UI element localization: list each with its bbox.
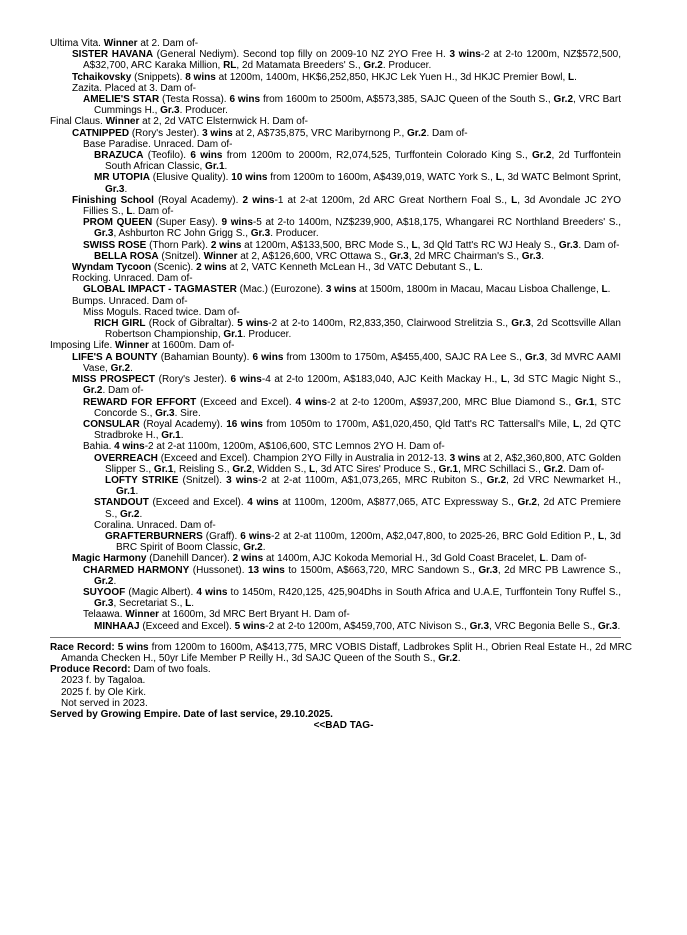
text: , Reisling S., xyxy=(173,463,233,475)
text: . xyxy=(135,486,139,498)
text: . xyxy=(113,575,117,587)
text: (Rock of Gibraltar). xyxy=(145,318,238,330)
bold-text: Gr.2 xyxy=(486,474,507,486)
bold-text: Race Record: xyxy=(50,641,118,653)
text: , 2d VRC Newmarket H., xyxy=(506,474,621,486)
text: , 3d MVRC AAMI Vase, xyxy=(83,351,622,374)
bold-text: Gr.2 xyxy=(243,542,263,554)
bold-text: 5 wins xyxy=(117,641,149,653)
text: (Scenic). xyxy=(151,262,197,274)
race-record xyxy=(50,642,632,664)
pedigree-entry xyxy=(105,475,621,497)
bold-text: Gr.2 xyxy=(110,362,131,374)
text: , 3d STC Magic Night S., xyxy=(506,374,622,386)
text: (Royal Academy). xyxy=(139,418,227,430)
bold-text: 4 wins xyxy=(196,586,228,598)
text: , 2d Matamata Breeders' S., xyxy=(236,60,364,72)
text: (Rory's Jester). xyxy=(129,127,203,139)
bold-text: 8 wins xyxy=(185,71,216,83)
bold-text: 2 wins xyxy=(242,194,275,206)
text: Telaawa. xyxy=(83,609,126,621)
text: , 3d Qld Tatt's RC WJ Healy S., xyxy=(417,239,559,251)
bold-text: Gr.3 xyxy=(160,105,180,117)
pedigree-entry xyxy=(83,284,621,295)
pedigree-entry xyxy=(72,553,621,564)
bold-text: Gr.3 xyxy=(521,250,542,262)
bold-text: 3 wins xyxy=(202,127,233,139)
pedigree-entry xyxy=(83,307,621,318)
bold-text: MR UTOPIA xyxy=(94,172,150,184)
bold-text: L xyxy=(126,206,133,218)
text: Final Claus. xyxy=(50,116,106,128)
bold-text: MINHAAJ xyxy=(94,620,140,632)
bold-text: Gr.2 xyxy=(543,463,564,475)
bold-text: Gr.3 xyxy=(105,183,125,195)
text: from 1050m to 1700m, A$1,020,450, Qld Tatt's RC Tattersall's Mile, xyxy=(263,418,573,430)
bold-text: Gr.3 xyxy=(558,239,579,251)
text: Miss Moguls. Raced twice. Dam of- xyxy=(83,306,240,318)
pedigree-entry xyxy=(50,116,610,127)
pedigree-entry xyxy=(83,587,621,609)
pedigree-entry xyxy=(94,520,621,531)
text: . xyxy=(574,71,577,83)
bold-text: RICH GIRL xyxy=(94,318,146,330)
bold-text: 3 wins xyxy=(449,452,481,464)
bold-text: CATNIPPED xyxy=(72,127,130,139)
bold-text: 4 wins xyxy=(114,441,145,453)
bold-text: PROM QUEEN xyxy=(83,217,153,229)
pedigree-entry xyxy=(72,72,621,83)
bold-text: 6 wins xyxy=(230,374,262,386)
pedigree-entry xyxy=(72,83,621,94)
pedigree-entry xyxy=(83,217,621,239)
bold-text: OVERREACH xyxy=(94,452,158,464)
text: , 3d ATC Sires' Produce S., xyxy=(315,463,439,475)
bold-text: Winner xyxy=(105,116,140,128)
pedigree-entry xyxy=(72,352,621,374)
bold-text: Finishing School xyxy=(72,194,154,206)
text: . xyxy=(479,262,483,274)
bold-text: Gr.2 xyxy=(407,127,427,139)
bold-text: 13 wins xyxy=(247,564,285,576)
bold-text: Gr.2 xyxy=(438,652,458,664)
pedigree-entry xyxy=(94,251,621,262)
bold-text: 4 wins xyxy=(295,396,328,408)
pedigree-entry xyxy=(72,296,621,307)
bold-text: AMELIE'S STAR xyxy=(83,94,160,106)
text: (Graff). xyxy=(202,530,241,542)
text: (Rory's Jester). xyxy=(155,374,231,386)
bold-text: Gr.2 xyxy=(517,497,537,509)
text: . xyxy=(617,620,621,632)
pedigree-entry xyxy=(83,240,621,251)
text: at 1600m. Dam of- xyxy=(148,340,235,352)
text: , Ashburton RC John Grigg S., xyxy=(113,228,251,240)
bold-text: Gr.3 xyxy=(389,250,409,262)
text: . xyxy=(457,652,461,664)
bold-text: Gr.1 xyxy=(153,463,174,475)
text: , 2d MRC PB Lawrence S., xyxy=(497,564,621,576)
pedigree-entry xyxy=(83,397,621,419)
bold-text: 5 wins xyxy=(237,318,269,330)
text: , 3d WATC Belmont Sprint, xyxy=(501,172,621,184)
text: (Super Easy). xyxy=(152,217,222,229)
bold-text: 6 wins xyxy=(229,94,261,106)
bold-text: Gr.3 xyxy=(155,407,175,419)
produce-line: Not served in 2023. xyxy=(61,697,148,709)
bold-text: 6 wins xyxy=(190,150,223,162)
text: . Sire. xyxy=(174,407,201,419)
text: at 2, A$126,600, VRC Ottawa S., xyxy=(237,250,390,262)
bold-text: 3 wins xyxy=(325,284,357,296)
bold-text: Winner xyxy=(203,250,238,262)
text: (Exceed and Excel). xyxy=(139,620,235,632)
bold-text: SWISS ROSE xyxy=(83,239,147,251)
bold-text: Wyndam Tycoon xyxy=(72,262,152,274)
text: Zazita. Placed at 3. Dam of- xyxy=(72,82,196,94)
bold-text: L xyxy=(572,418,580,430)
text: , 2d MRC Chairman's S., xyxy=(408,250,522,262)
pedigree-entry xyxy=(72,273,621,284)
pedigree-entry xyxy=(83,609,621,620)
text: -2 at 2-to 1200m, A$459,700, ATC Nivison S., xyxy=(265,620,470,632)
text: at 2, A$735,875, VRC Maribyrnong P., xyxy=(232,127,408,139)
pedigree-entry xyxy=(72,195,621,217)
bold-text: 2 wins xyxy=(210,239,242,251)
bold-text: Magic Harmony xyxy=(72,553,147,565)
bold-text: Gr.2 xyxy=(94,575,114,587)
bold-text: Gr.2 xyxy=(553,94,574,106)
pedigree-entry xyxy=(72,374,621,396)
text: . Producer. xyxy=(179,105,228,117)
text: . xyxy=(262,542,266,554)
text: at 1500m, 1800m in Macau, Macau Lisboa Challenge, xyxy=(356,284,602,296)
bold-text: Gr.3 xyxy=(250,228,271,240)
text: . Dam of- xyxy=(578,239,620,251)
text: from 1300m to 1750m, A$455,400, SAJC RA Lee S., xyxy=(283,351,526,363)
text: (Testa Rossa). xyxy=(159,94,230,106)
text: (Teofilo). xyxy=(143,150,191,162)
text: . xyxy=(180,430,184,442)
text: , Secretariat S., xyxy=(113,598,186,610)
bold-text: CHARMED HARMONY xyxy=(83,564,190,576)
text: , VRC Bart Cummings H., xyxy=(94,94,621,117)
text: Coralina. Unraced. Dam of- xyxy=(94,519,216,531)
text: (Danehill Dancer). xyxy=(146,553,233,565)
bold-text: Gr.3 xyxy=(597,620,618,632)
produce-line: 2025 f. by Ole Kirk. xyxy=(61,686,147,698)
text: at 1400m, AJC Kokoda Memorial H., 3d Gold Coast Bracelet, xyxy=(263,553,540,565)
bold-text: REWARD FOR EFFORT xyxy=(83,396,197,408)
pedigree-entry xyxy=(94,497,621,519)
text: from 1200m to 2000m, R2,074,525, Turffontein Colorado King S., xyxy=(222,150,532,162)
bold-text: 6 wins xyxy=(252,351,284,363)
text: (Magic Albert). xyxy=(125,586,197,598)
bold-text: 4 wins xyxy=(247,497,279,509)
text: from 1600m to 2500m, A$573,385, SAJC Queen of the South S., xyxy=(260,94,554,106)
text: , VRC Begonia Belle S., xyxy=(489,620,598,632)
text: Bahia. xyxy=(83,441,115,453)
text: (Exceed and Excel). xyxy=(196,396,296,408)
bold-text: CONSULAR xyxy=(83,418,140,430)
bold-text: L xyxy=(500,374,507,386)
text: at 2, VATC Kenneth McLean H., 3d VATC Debutant S., xyxy=(226,262,474,274)
pedigree-entry xyxy=(72,128,621,139)
served-by: Served by Growing Empire. Date of last service, 29.10.2025. xyxy=(50,708,333,720)
bold-text: Gr.1 xyxy=(223,329,243,341)
text: at 1200m, 1400m, HK$6,252,850, HKJC Lek Yuen H., 3d HKJC Premier Bowl, xyxy=(215,71,569,83)
text: , MRC Schillaci S., xyxy=(458,463,544,475)
pedigree-entry xyxy=(94,318,621,340)
bold-text: SISTER HAVANA xyxy=(72,49,154,61)
text: (Hussonet). xyxy=(189,564,248,576)
bold-text: L xyxy=(539,553,546,565)
text: . xyxy=(607,284,611,296)
pedigree-entry xyxy=(72,262,621,273)
pedigree-entry xyxy=(72,49,621,71)
text: . Producer. xyxy=(242,329,292,341)
pedigree-entry xyxy=(94,453,621,475)
bold-text: L xyxy=(568,71,575,83)
pedigree-entry xyxy=(105,531,621,553)
text: Base Paradise. Unraced. Dam of- xyxy=(83,138,233,150)
text: (Royal Academy). xyxy=(153,194,243,206)
bold-text: Gr.2 xyxy=(531,150,552,162)
text: (Bahamian Bounty). xyxy=(157,351,253,363)
text: to 1500m, A$663,720, MRC Sandown S., xyxy=(284,564,479,576)
text: from 1200m to 1600m, A$439,019, WATC York S., xyxy=(267,172,496,184)
text: , 3d BRC Spirit of Boom Classic, xyxy=(116,530,621,554)
text: -4 at 2-to 1200m, A$183,040, AJC Keith Mackay H., xyxy=(261,374,501,386)
bold-text: GRAFTERBURNERS xyxy=(105,530,203,542)
pedigree-entry xyxy=(50,38,610,49)
bold-text: Winner xyxy=(125,609,160,621)
text: -2 at 2-at 1100m, 1200m, A$106,600, STC Lemnos 2YO H. Dam of- xyxy=(144,441,445,453)
pedigree-entry xyxy=(83,139,621,150)
text: . Dam of- xyxy=(563,463,605,475)
bold-text: Tchaikovsky xyxy=(72,71,132,83)
bold-text: STANDOUT xyxy=(94,497,149,509)
bold-text: Gr.2 xyxy=(363,60,383,72)
bold-text: Gr.3 xyxy=(478,564,498,576)
text: (Elusive Quality). xyxy=(149,172,232,184)
bold-text: Gr.1 xyxy=(574,396,595,408)
bold-text: Gr.3 xyxy=(511,318,531,330)
pedigree-entry xyxy=(94,621,621,632)
bold-text: Gr.3 xyxy=(525,351,545,363)
pedigree-entry xyxy=(83,419,621,441)
bold-text: RL xyxy=(223,60,237,72)
bold-text: 16 wins xyxy=(226,418,263,430)
bold-text: Winner xyxy=(103,38,138,49)
bold-text: 6 wins xyxy=(240,530,272,542)
bold-text: 9 wins xyxy=(221,217,253,229)
produce-record-label: Produce Record: xyxy=(50,664,131,676)
bold-text: Gr.1 xyxy=(116,486,136,498)
pedigree-entry xyxy=(83,441,621,452)
pedigree-entry xyxy=(94,150,621,172)
pedigree-page xyxy=(0,38,687,731)
bold-text: 3 wins xyxy=(226,474,259,486)
text: to 1450m, R420,125, 425,904Dhs in South Africa and U.A.E, Turffontein Tony Ruffel S., xyxy=(227,586,621,598)
bold-text: L xyxy=(597,530,605,542)
produce-line: 2023 f. by Tagaloa. xyxy=(61,675,146,687)
text: . xyxy=(139,508,143,520)
pedigree-entry xyxy=(83,94,621,116)
text: (Exceed and Excel). xyxy=(148,497,248,509)
bold-text: Gr.2 xyxy=(83,385,103,397)
pedigree-entry xyxy=(94,172,621,194)
bold-text: L xyxy=(309,463,316,475)
text: , 2d QTC Stradbroke H., xyxy=(94,418,621,442)
text: Ultima Vita. xyxy=(50,38,104,49)
text: Imposing Life. xyxy=(50,340,116,352)
text: , 2d Scottsville Allan Robertson Championship, xyxy=(105,318,621,341)
bold-text: GLOBAL IMPACT - TAGMASTER xyxy=(83,284,237,296)
text: (Snitzel). xyxy=(178,474,227,486)
text: , 2d Turffontein South African Classic, xyxy=(105,150,621,173)
bold-text: L xyxy=(185,598,192,610)
text: . Dam of- xyxy=(426,127,468,139)
produce-record xyxy=(50,664,632,675)
text: (General Nediym). Second top filly on 2009-10 NZ 2YO Free H. xyxy=(153,49,450,61)
text: at 1200m, A$133,500, BRC Mode S., xyxy=(241,239,412,251)
text: -2 at 2-at 1100m, 1200m, A$2,047,800, to 2025-26, BRC Gold Edition P., xyxy=(271,530,598,542)
text: . xyxy=(130,362,133,374)
bold-text: 3 wins xyxy=(449,49,481,61)
bold-text: BELLA ROSA xyxy=(94,250,159,262)
text: (Thorn Park). xyxy=(146,239,211,251)
bold-text: L xyxy=(411,239,418,251)
text: , 2d ATC Premiere S., xyxy=(105,497,621,520)
text: at 2, A$2,360,800, ATC Golden Slipper S., xyxy=(105,452,621,475)
text: -5 at 2-to 1400m, NZ$239,900, A$18,175, Whangarei RC Northland Breeders' S., xyxy=(252,217,621,229)
bold-text: Gr.3 xyxy=(469,620,490,632)
bold-text: L xyxy=(495,172,502,184)
text: -2 at 2-to 1400m, R2,833,350, Clairwood Strelitzia S., xyxy=(268,318,512,330)
text: . Producer. xyxy=(270,228,319,240)
text: , Widden S., xyxy=(251,463,310,475)
text: . Dam of- xyxy=(545,553,587,565)
bold-text: Gr.3 xyxy=(94,228,114,240)
produce-record-text: Dam of two foals. xyxy=(130,664,211,676)
text: , 3d Avondale JC 2YO Fillies S., xyxy=(83,194,621,218)
bold-text: MISS PROSPECT xyxy=(72,374,156,386)
text: at 1600m, 3d MRC Bert Bryant H. Dam of- xyxy=(159,609,350,621)
bold-text: 10 wins xyxy=(231,172,268,184)
text: . Dam of- xyxy=(132,206,174,218)
dam-line-entries xyxy=(0,38,687,632)
text: (Snippets). xyxy=(131,71,186,83)
bold-text: Gr.2 xyxy=(232,463,252,475)
pedigree-entry xyxy=(83,565,621,587)
text: . Producer. xyxy=(382,60,432,72)
text: Rocking. Unraced. Dam of- xyxy=(72,273,193,285)
bold-text: 5 wins xyxy=(234,620,266,632)
bold-text: 2 wins xyxy=(232,553,264,565)
text: Bumps. Unraced. Dam of- xyxy=(72,295,188,307)
bold-text: Gr.1 xyxy=(205,161,225,173)
bold-text: 2 wins xyxy=(196,262,227,274)
bad-tag: <<BAD TAG- xyxy=(313,720,374,732)
text: -2 at 2-to 1200m, NZ$572,500, A$32,700, ARC Karaka Million, xyxy=(83,49,621,72)
text: . xyxy=(124,183,128,195)
bold-text: Winner xyxy=(115,340,149,352)
text: . xyxy=(191,598,195,610)
text: from 1200m to 1600m, A$413,775, MRC VOBIS Distaff, Ladbrokes Split H., Obrien Real Estate H., 2d MRC Amanda Checken H., 50yr Life Member P Reilly H., 3d SAJC Queen of the South S., xyxy=(61,641,633,664)
divider-rule xyxy=(50,637,621,638)
bold-text: Gr.1 xyxy=(161,430,181,442)
bold-text: L xyxy=(511,194,518,206)
text: . Dam of- xyxy=(102,385,144,397)
text: . xyxy=(541,250,545,262)
bold-text: Gr.3 xyxy=(94,598,114,610)
text: (Snitzel). xyxy=(158,250,204,262)
pedigree-entry xyxy=(50,340,610,351)
text: (Exceed and Excel). Champion 2YO Filly in Australia in 2012-13. xyxy=(157,452,450,464)
text: at 1100m, 1200m, A$877,065, ATC Expressway S., xyxy=(278,497,518,509)
text: -2 at 2-at 1100m, A$1,073,265, MRC Rubiton S., xyxy=(258,474,487,486)
text: at 2, 2d VATC Elsternwick H. Dam of- xyxy=(139,116,308,128)
bold-text: LOFTY STRIKE xyxy=(105,474,179,486)
bold-text: L xyxy=(473,262,480,274)
bold-text: L xyxy=(601,284,608,296)
bold-text: Gr.1 xyxy=(438,463,459,475)
bold-text: SUYOOF xyxy=(83,586,126,598)
bold-text: BRAZUCA xyxy=(94,150,144,162)
text: , STC Concorde S., xyxy=(94,396,622,419)
text: . xyxy=(224,161,228,173)
bold-text: Gr.2 xyxy=(120,508,140,520)
bold-text: LIFE'S A BOUNTY xyxy=(72,351,158,363)
text: (Mac.) (Eurozone). xyxy=(236,284,326,296)
text: -1 at 2-at 1200m, 2d ARC Great Northern Foal S., xyxy=(274,194,512,206)
text: -2 at 2-to 1200m, A$937,200, MRC Blue Diamond S., xyxy=(327,396,575,408)
text: at 2. Dam of- xyxy=(137,38,199,49)
